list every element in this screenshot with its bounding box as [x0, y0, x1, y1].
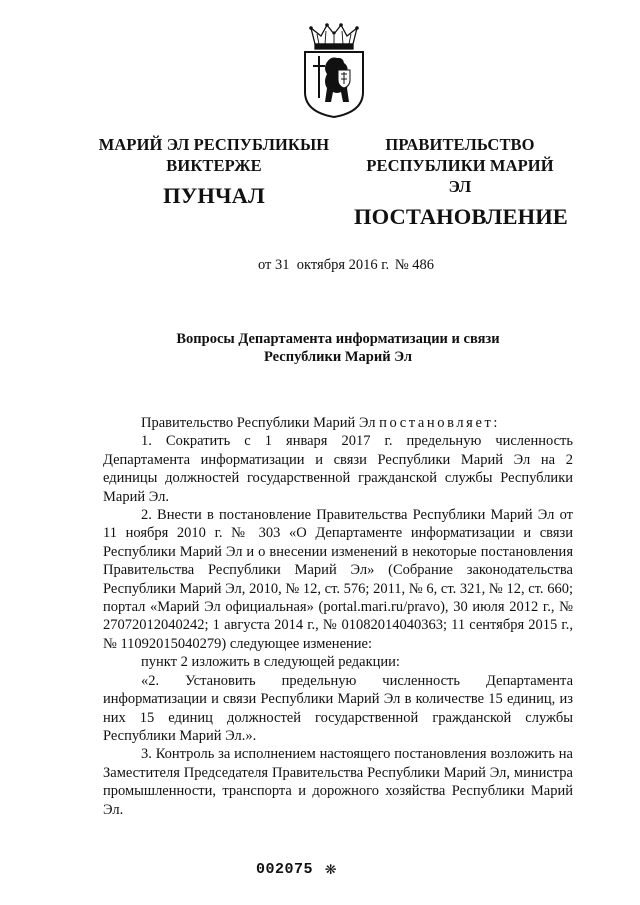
title-line2: Республики Марий Эл — [264, 349, 412, 365]
header-right-doc-type: ПОСТАНОВЛЕНИЕ — [354, 204, 568, 229]
paragraph-2: 2. Внести в постановление Правительства Республики Марий Эл от 11 ноября 2010 г. № 303 «О Департаменте информатизации и связи Республики Марий Эл и о внесении изменений в некоторые постановления Правительства Республики Марий Эл» (Собрание законодательства Республики Марий Эл, 2010, № 12, ст. 576; 2011, № 6, ст. 321, № 12, ст. 660; портал «Марий Эл официальная» (portal.mari.ru/pravo), 30 июля 2012 г., № 27072012040242; 1 августа 2014 г., № 01082014040363; 11 сентября 2015 г., № 11092015040279) следующее изменение: — [103, 507, 573, 652]
header-right-line2: РЕСПУБЛИКИ МАРИЙ ЭЛ — [366, 156, 554, 196]
date-month-year: октября 2016 г. — [296, 257, 390, 273]
intro-text: Правительство Республики Марий Эл — [141, 415, 376, 431]
header-left-line1: МАРИЙ ЭЛ РЕСПУБЛИКЫН — [98, 135, 330, 154]
coat-of-arms-icon — [297, 22, 371, 118]
date-prefix: от — [258, 257, 272, 273]
paragraph-1: 1. Сократить с 1 января 2017 г. предельную численность Департамента информатизации и связи Республики Марий Эл на 2 единицы должностей государственной гражданской службы Республики Марий Эл. — [103, 433, 573, 505]
number-sign: № — [394, 257, 409, 273]
intro-resolves: постановляет: — [379, 415, 501, 431]
document-title — [100, 330, 576, 366]
document-number: 486 — [412, 257, 435, 273]
title-line1: Вопросы Департамента информатизации и связи — [176, 331, 500, 347]
header-right-line1: ПРАВИТЕЛЬСТВО — [385, 135, 535, 154]
paragraph-3: 3. Контроль за исполнением настоящего постановления возложить на Заместителя Председателя Правительства Республики Марий Эл, министра промышленности, транспорта и дорожного хозяйства Республики Марий Эл. — [103, 746, 573, 818]
header-right — [354, 134, 566, 227]
header-left-line2: ВИКТЕРЖЕ — [166, 156, 262, 175]
footer-serial — [256, 857, 337, 880]
asterisk-mark-icon: ❋ — [325, 858, 337, 880]
date-day: 31 — [275, 257, 290, 273]
header-left-doc-type: ПУНЧАЛ — [163, 183, 265, 208]
serial-number: 002075 — [256, 861, 314, 878]
header-left — [98, 134, 330, 206]
intro-paragraph — [103, 414, 573, 432]
paragraph-2-quote: «2. Установить предельную численность Департамента информатизации и связи Республики Марий Эл в количестве 15 единиц, из них 15 единиц должностей государственной гражданской службы Республики Марий Эл.». — [103, 672, 573, 744]
document-body — [103, 414, 573, 819]
paragraph-2-sub: пункт 2 изложить в следующей редакции: — [141, 654, 400, 671]
date-line — [258, 257, 434, 274]
